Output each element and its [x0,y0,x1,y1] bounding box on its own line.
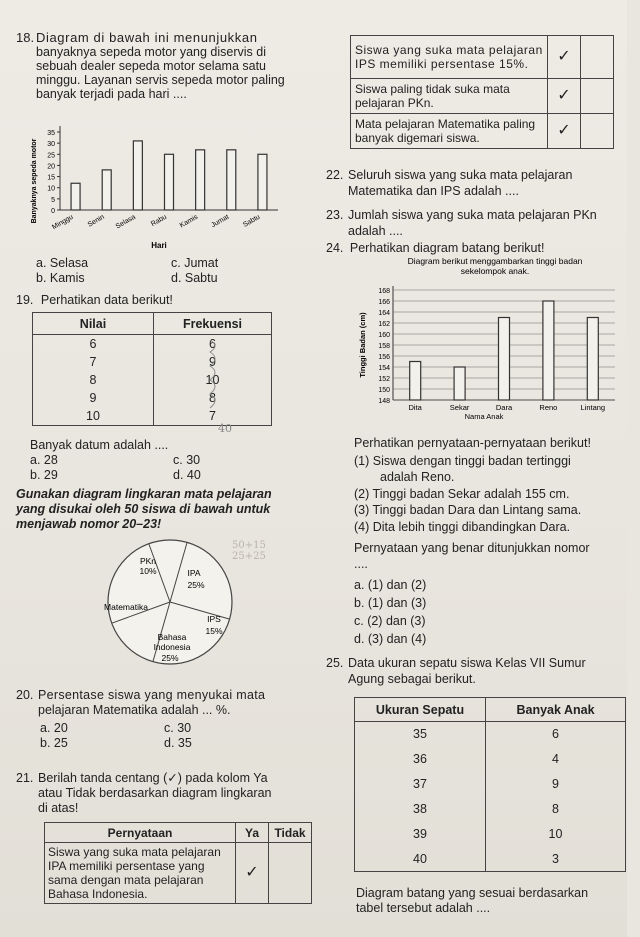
pie-label-ipa: IPA [187,568,201,578]
statement: (3) Tinggi badan Dara dan Lintang sama. [354,503,582,517]
cell-nilai: 7 [33,353,154,371]
y-tick-label: 20 [47,163,55,171]
cell-frekuensi: 7 [154,407,272,426]
check-mark: ✓ [245,864,259,881]
y-tick-label: 160 [378,332,390,339]
answer-tidak-cell[interactable] [581,36,614,79]
answer-ya-cell[interactable] [548,79,581,114]
subject-pie-chart [90,536,250,671]
question-text: Persentase siswa yang menyukai mata [38,688,266,702]
instruction-text: yang disukai oleh 50 siswa di bawah untuk [16,502,271,516]
option-c[interactable]: c. 30 [164,721,192,735]
cell-ukuran: 35 [355,722,486,747]
option-a[interactable]: a. Selasa [36,256,89,270]
answer-tidak-cell[interactable] [581,114,614,149]
statement: (2) Tinggi badan Sekar adalah 155 cm. [354,487,570,501]
header-banyak: Banyak Anak [486,698,626,722]
question-text: Perhatikan data berikut! [40,293,173,307]
x-axis-label: Hari [151,241,167,250]
question-text: di atas! [38,801,79,815]
x-tick-label: Kamis [178,213,200,230]
question-text: adalah .... [348,224,403,238]
statement-table-continued [350,35,614,149]
x-tick-label: Sekar [449,403,470,412]
question-text: Diagram di bawah ini menunjukkan [36,30,258,45]
statement-cell: Mata pelajaran Matematika paling banyak digemari siswa. [351,114,548,149]
option-a[interactable]: a. 28 [30,453,58,467]
x-tick-label: Jumat [210,213,231,230]
y-tick-label: 148 [378,398,390,405]
y-tick-label: 25 [47,152,55,160]
question-text: Diagram batang yang sesuai berdasarkan [356,886,589,900]
cell-banyak: 4 [486,747,626,772]
y-tick-label: 152 [378,376,390,383]
answer-ya-cell[interactable] [548,114,581,149]
y-tick-label: 0 [51,208,55,215]
question-text: Agung sebagai berikut. [348,672,476,686]
cell-frekuensi: 8 [154,389,272,407]
header-ukuran: Ukuran Sepatu [355,698,486,722]
x-tick-label: Reno [539,403,558,412]
cell-ukuran: 38 [355,797,486,822]
pie-label-matematika: Matematika [104,602,148,612]
question-number: 23. [326,208,344,222]
y-tick-label: 154 [378,365,390,372]
question-text: Jumlah siswa yang suka mata pelajaran PKn [348,208,597,222]
cell-nilai: 8 [33,371,154,389]
pie-pct-bahasa-indonesia: 25% [161,653,179,663]
header-frekuensi: Frekuensi [154,313,272,335]
question-text: minggu. Layanan servis sepeda motor paling [36,73,285,87]
option-c[interactable]: c. (2) dan (3) [354,614,426,628]
chart-title: sekelompok anak. [460,266,530,276]
cell-frekuensi: 9 [154,353,272,371]
cell-frekuensi: 6 [154,335,272,354]
option-d[interactable]: d. (3) dan (4) [354,632,427,646]
frequency-table [32,312,272,426]
bar [71,183,80,210]
question-text: Perhatikan diagram batang berikut! [349,241,545,255]
question-number: 21. [16,771,34,785]
bar [133,141,142,210]
question-text: atau Tidak berdasarkan diagram lingkaran [38,786,272,800]
header-ya: Ya [236,823,269,843]
bar [587,318,598,401]
option-a[interactable]: a. 20 [40,721,68,735]
question-text: Berilah tanda centang (✓) pada kolom Ya [38,771,268,785]
x-tick-label: Senin [86,213,106,229]
question-number: 19. [16,293,34,307]
bar [196,150,205,210]
x-tick-label: Dita [408,403,422,412]
bar [543,301,554,400]
question-text: banyak terjadi pada hari .... [36,87,187,101]
check-mark: ✓ [557,48,571,65]
handwritten-marks [196,336,226,422]
cell-ukuran: 37 [355,772,486,797]
y-tick-label: 30 [47,141,55,149]
x-tick-label: Dara [495,403,513,412]
handwritten-note: 40 [218,422,232,435]
pie-pct-ipa: 25% [187,580,205,590]
option-b[interactable]: b. Kamis [36,271,85,285]
bar [410,362,421,401]
cell-banyak: 9 [486,772,626,797]
y-tick-label: 156 [378,354,390,361]
answer-ya-cell[interactable] [548,36,581,79]
shoe-size-table [354,697,626,872]
y-tick-label: 164 [378,310,390,317]
x-tick-label: Minggu [51,213,75,232]
statement: (1) Siswa dengan tinggi badan tertinggi [354,454,571,468]
statement: (4) Dita lebih tinggi dibandingkan Dara. [354,520,571,534]
cell-banyak: 10 [486,822,626,847]
statement-cell: Siswa paling tidak suka mata pelajaran PKn. [351,79,548,114]
cell-banyak: 6 [486,722,626,747]
cell-nilai: 10 [33,407,154,426]
cell-banyak: 8 [486,797,626,822]
question-number: 25. [326,656,344,670]
x-tick-label: Rabu [150,213,168,229]
pie-pct-ips: 15% [205,626,223,636]
cell-ukuran: 39 [355,822,486,847]
y-tick-label: 158 [378,343,390,350]
question-24 [326,241,626,256]
y-tick-label: 10 [47,185,55,193]
cell-ukuran: 40 [355,847,486,872]
pie-pct-pkn: 10% [139,566,157,576]
question-prompt: Pernyataan yang benar ditunjukkan nomor [354,541,590,555]
y-tick-label: 166 [378,299,390,306]
y-axis-label: Banyaknya sepeda motor [31,138,38,224]
header-nilai: Nilai [33,313,154,335]
answer-ya-cell[interactable] [236,843,269,904]
y-tick-label: 5 [51,196,55,204]
cell-banyak: 3 [486,847,626,872]
instruction-text: Gunakan diagram lingkaran mata pelajaran [16,487,272,501]
question-number: 24. [326,241,344,255]
pie-label-ips: IPS [207,614,221,624]
pie-label-indonesia: Indonesia [153,642,191,652]
statement: adalah Reno. [380,470,455,484]
statement-cell: Siswa yang suka mata pelajaran IPA memiliki persentase yang sama dengan mata pelajaran Bahasa Indonesia. [45,843,236,904]
x-axis-label: Nama Anak [464,412,504,421]
check-mark: ✓ [557,122,571,139]
y-tick-label: 35 [47,130,55,137]
y-tick-label: 168 [378,288,390,295]
option-d[interactable]: d. Sabtu [171,271,218,285]
question-text: Data ukuran sepatu siswa Kelas VII Sumur [348,656,586,670]
y-tick-label: 15 [47,174,55,182]
y-axis-label: Tinggi Badan (cm) [358,312,367,378]
statement-cell: Siswa yang suka mata pelajaran IPS memiliki persentase 15%. [351,36,548,79]
bar [258,154,267,210]
x-tick-label: Lintang [580,403,606,412]
cell-frekuensi: 10 [154,371,272,389]
cell-nilai: 9 [33,389,154,407]
bar [165,154,174,210]
x-tick-label: Sabtu [242,213,262,229]
option-c[interactable]: c. Jumat [171,256,219,270]
question-text: sebuah dealer sepeda motor selama satu [36,59,267,73]
pie-label-bahasa: Bahasa [157,632,187,642]
option-b[interactable]: b. (1) dan (3) [354,596,427,610]
option-b[interactable]: b. 29 [30,468,58,482]
pie-label-pkn: PKn [139,556,157,566]
question-text: Seluruh siswa yang suka mata pelajaran [348,168,573,182]
answer-tidak-cell[interactable] [269,843,312,904]
cell-ukuran: 36 [355,747,486,772]
question-number: 20. [16,688,34,702]
option-d[interactable]: d. 40 [173,468,201,482]
bar [227,150,236,210]
question-text: tabel tersebut adalah .... [356,901,491,915]
check-mark: ✓ [557,87,571,104]
bar [102,170,111,210]
question-number: 18. [16,30,35,45]
y-tick-label: 150 [378,387,390,394]
question-text: Matematika dan IPS adalah .... [348,184,519,198]
chart-title: Diagram berikut menggambarkan tinggi badan [407,256,583,266]
x-tick-label: Selasa [114,213,137,231]
y-tick-label: 162 [378,321,390,328]
option-b[interactable]: b. 25 [40,736,68,750]
statement-intro: Perhatikan pernyataan-pernyataan berikut! [354,436,591,450]
question-text: banyaknya sepeda motor yang diservis di [36,45,266,59]
question-25-footer [356,886,626,916]
option-d[interactable]: d. 35 [164,736,192,750]
question-19-prompt: Banyak datum adalah .... [30,438,169,452]
motorcycle-bar-chart [28,120,288,260]
bar [499,318,510,401]
bar [454,367,465,400]
header-tidak: Tidak [269,823,312,843]
option-a[interactable]: a. (1) dan (2) [354,578,427,592]
option-c[interactable]: c. 30 [173,453,201,467]
instruction-text: menjawab nomor 20–23! [16,517,162,531]
instruction-block [16,487,326,532]
question-number: 22. [326,168,344,182]
statement-table [44,822,312,904]
question-text: pelajaran Matematika adalah ... %. [38,703,231,717]
cell-nilai: 6 [33,335,154,354]
question-19 [16,293,173,308]
header-pernyataan: Pernyataan [45,823,236,843]
height-bar-chart [355,256,623,421]
handwritten-scribble: 50+15 25+25 [232,540,266,562]
answer-tidak-cell[interactable] [581,79,614,114]
question-prompt: .... [354,557,368,571]
